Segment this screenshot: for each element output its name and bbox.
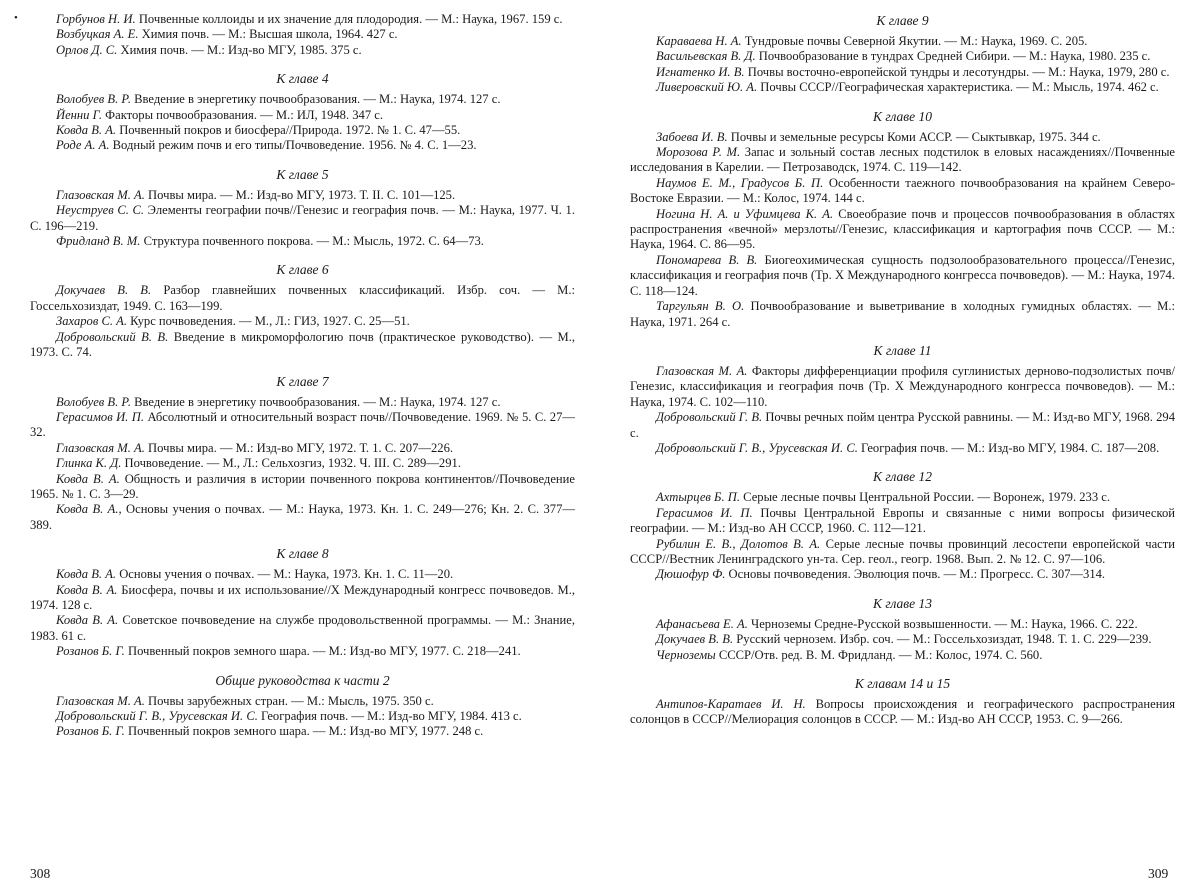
reference-entry [30, 188, 575, 203]
reference-section [30, 373, 575, 534]
reference-entry [30, 283, 575, 314]
reference-text: Почвы мира. — М.: Изд-во МГУ, 1972. Т. 1. С. 207—226. [144, 440, 454, 455]
reference-author: Добровольский Г. В. [656, 410, 763, 425]
reference-text: Факторы почвообразования. — М.: ИЛ, 1948. 347 с. [102, 107, 384, 122]
reference-entry [30, 502, 575, 533]
reference-entry [30, 27, 575, 42]
reference-author: Таргульян В. О. [656, 299, 745, 314]
reference-text: География почв. — М.: Изд-во МГУ, 1984. С. 187—208. [857, 440, 1160, 455]
reference-entry [30, 395, 575, 410]
reference-author: Захаров С. А. [56, 314, 127, 329]
reference-text: Почвенные коллоиды и их значение для плодородия. — М.: Наука, 1967. 159 с. [135, 12, 563, 26]
reference-author: Дюшофур Ф. [656, 567, 726, 582]
reference-entry [630, 49, 1175, 64]
reference-text: Водный режим почв и его типы/Почвоведение. 1956. № 4. С. 1—23. [109, 138, 477, 153]
section-heading: К главе 8 [276, 546, 329, 562]
reference-text: Почвы Центральной Европы и связанные с ними вопросы физической географии. — М.: Изд-во АН СССР, 1960. С. 112—121. [630, 505, 1175, 536]
reference-entry [630, 65, 1175, 80]
reference-text: Структура почвенного покрова. — М.: Мысль, 1972. С. 64—73. [140, 234, 484, 249]
reference-author: Ковда В. А. [56, 613, 119, 628]
section-heading: К главе 5 [276, 166, 329, 182]
reference-author: Ковда В. А. [56, 123, 117, 138]
reference-entry [630, 617, 1175, 632]
reference-entry [630, 34, 1175, 49]
reference-entry [30, 456, 575, 471]
reference-entry [630, 130, 1175, 145]
reference-author: Глазовская М. А. [656, 363, 748, 378]
reference-entry [30, 583, 575, 614]
reference-author: Йенни Г. [56, 107, 102, 122]
reference-entry [30, 410, 575, 441]
reference-text: Тундровые почвы Северной Якутии. — М.: Наука, 1969. С. 205. [741, 34, 1088, 48]
reference-text: Основы почвоведения. Эволюция почв. — М.: Прогресс. С. 307—314. [725, 567, 1106, 582]
reference-author: Герасимов И. П. [656, 505, 753, 520]
reference-entry [30, 138, 575, 153]
reference-author: Докучаев В. В. [56, 283, 152, 298]
section-heading: К главе 6 [276, 262, 329, 278]
reference-text: Биосфера, почвы и их использование//X Международный конгресс почвоведов. М., 1974. 128 с. [30, 582, 575, 612]
reference-text: Серые лесные почвы Центральной России. — Воронеж, 1979. 233 с. [740, 490, 1111, 505]
reference-author: Ковда В. А. [56, 582, 118, 597]
reference-text: Общность и различия в истории почвенного покрова континентов//Почвоведение 1965. № 1. С. 3—29. [30, 471, 575, 501]
reference-entry [30, 203, 575, 234]
reference-author: Добровольский Г. В., Урусевская И. С. [656, 440, 858, 455]
reference-author: Герасимов И. П. [56, 409, 145, 424]
reference-author: Ногина Н. А. и Уфимцева К. А. [656, 206, 834, 221]
reference-entry [30, 108, 575, 123]
reference-section [30, 12, 575, 58]
reference-text: Введение в энергетику почвообразования. — М.: Наука, 1974. 127 с. [130, 394, 501, 409]
reference-author: Горбунов Н. И. [56, 12, 136, 26]
reference-author: Добровольский В. В. [56, 329, 169, 344]
section-heading: К главам 14 и 15 [854, 676, 951, 691]
reference-author: Волобуев В. Р. [56, 394, 131, 409]
right-page [630, 12, 1175, 728]
reference-text: Вопросы происхождения и географического распространения солонцов в СССР//Мелиорация солонцов в СССР. — М.: Изд-во АН СССР, 1953. С. 9—266. [630, 697, 1175, 727]
reference-author: Розанов Б. Г. [56, 724, 125, 739]
reference-entry [30, 644, 575, 659]
reference-entry [30, 123, 575, 138]
reference-entry [30, 43, 575, 58]
reference-section [630, 595, 1175, 663]
reference-author: Роде А. А. [56, 138, 110, 153]
reference-author: Морозова Р. М. [656, 145, 741, 160]
reference-text: Почвенный покров земного шара. — М.: Изд-во МГУ, 1977. С. 218—241. [124, 644, 521, 659]
reference-text: Почвы и земельные ресурсы Коми АССР. — Сыктывкар, 1975. 344 с. [727, 129, 1101, 144]
reference-entry [630, 648, 1175, 663]
reference-text: Запас и зольный состав лесных подстилок в еловых насаждениях//Почвенные исследования в Карелии. — Петрозаводск, 1974. С. 119—142. [630, 145, 1175, 175]
reference-entry [630, 441, 1175, 456]
reference-text: Почвы мира. — М.: Изд-во МГУ, 1973. Т. II. С. 101—125. [144, 187, 456, 202]
reference-author: Ковда В. А., [56, 502, 122, 517]
reference-text: Почвообразование и выветривание в холодных гумидных областях. — М.: Наука, 1971. 264 с. [630, 299, 1176, 329]
reference-text: Химия почв. — М.: Изд-во МГУ, 1985. 375 с. [117, 42, 362, 57]
reference-author: Васильевская В. Д. [656, 49, 756, 64]
reference-entry [630, 364, 1175, 410]
reference-author: Наумов Е. М., Градусов Б. П. [656, 175, 824, 190]
reference-author: Караваева Н. А. [656, 34, 742, 48]
reference-section [30, 672, 575, 740]
reference-author: Фридланд В. М. [56, 234, 141, 249]
reference-entry [30, 724, 575, 739]
reference-text: Факторы дифференциации профиля суглинистых дерново-подзолистых почв/Генезис, классификация и география почв (Тр. X Международного конгресса почвоведов). — М.: Наука, 1974. С. 102—110. [630, 363, 1175, 409]
reference-author: Забоева И. В. [656, 129, 728, 144]
reference-entry [630, 410, 1175, 441]
reference-text: Почвы зарубежных стран. — М.: Мысль, 1975. 350 с. [144, 693, 434, 708]
reference-text: Почвы восточно-европейской тундры и лесотундры. — М.: Наука, 1979, 280 с. [744, 64, 1170, 79]
reference-section [30, 166, 575, 250]
reference-author: Орлов Д. С. [56, 42, 118, 57]
reference-text: Почвообразование в тундрах Средней Сибири. — М.: Наука, 1980. 235 с. [755, 49, 1151, 64]
reference-entry [630, 207, 1175, 253]
right-page-number: 309 [1148, 866, 1169, 881]
reference-text: Особенности таежного почвообразования на крайнем Северо-Востоке Евразии. — М.: Колос, 1974. 144 с. [630, 175, 1176, 206]
reference-text: СССР/Отв. ред. В. М. Фридланд. — М.: Колос, 1974. С. 560. [715, 647, 1043, 662]
reference-entry [630, 490, 1175, 505]
reference-author: Игнатенко И. В. [656, 64, 745, 79]
reference-section [630, 108, 1175, 330]
reference-author: Ахтырцев Б. П. [656, 490, 740, 505]
reference-author: Афанасьева Е. А. [656, 616, 748, 631]
section-heading: К главе 11 [873, 342, 932, 358]
reference-text: Абсолютный и относительный возраст почв//Почвоведение. 1969. № 5. С. 27—32. [30, 409, 575, 440]
reference-text: Введение в микроморфологию почв (практическое руководство). — М., 1973. С. 74. [30, 329, 575, 360]
reference-entry [30, 709, 575, 724]
reference-author: Ковда В. А. [56, 471, 120, 486]
reference-entry [630, 145, 1175, 176]
reference-author: Розанов Б. Г. [56, 644, 125, 659]
reference-author: Неуструев С. С. [56, 203, 145, 218]
reference-entry [30, 694, 575, 709]
reference-text: Почвы СССР//Географическая характеристика. — М.: Мысль, 1974. 462 с. [757, 80, 1159, 95]
reference-text: Русский чернозем. Избр. соч. — М.: Госсельхозиздат, 1948. Т. 1. С. 229—239. [733, 632, 1152, 647]
reference-text: Введение в энергетику почвообразования. — М.: Наука, 1974. 127 с. [130, 92, 501, 107]
reference-text: Черноземы Средне-Русской возвышенности. — М.: Наука, 1966. С. 222. [747, 616, 1138, 631]
reference-text: Разбор главнейших почвенных классификаций. Избр. соч. — М.: Госсельхозиздат, 1949. С. 163—199. [30, 283, 575, 313]
reference-entry [30, 472, 575, 503]
reference-entry [630, 80, 1175, 95]
reference-entry [30, 613, 575, 644]
reference-author: Добровольский Г. В., Урусевская И. С. [56, 709, 258, 723]
section-heading: К главе 4 [276, 71, 329, 87]
reference-entry [30, 441, 575, 456]
section-heading: К главе 10 [873, 108, 932, 124]
reference-section [630, 675, 1175, 728]
reference-text: Советское почвоведение на службе продовольственной программы. — М.: Знание, 1983. 61 с. [30, 613, 575, 643]
reference-author: Ковда В. А. [56, 567, 117, 582]
section-heading: К главе 7 [276, 373, 329, 389]
reference-section [30, 261, 575, 360]
page-corner-mark: • [14, 12, 18, 24]
reference-text: Почвенный покров земного шара. — М.: Изд-во МГУ, 1977. 248 с. [124, 724, 484, 739]
reference-section [30, 70, 575, 154]
reference-entry [30, 330, 575, 361]
reference-entry [630, 567, 1175, 582]
reference-entry [630, 632, 1175, 647]
reference-author: Рубилин Е. В., Долотов В. А. [656, 536, 821, 551]
reference-entry [30, 12, 575, 27]
reference-text: География почв. — М.: Изд-во МГУ, 1984. 413 с. [257, 709, 522, 723]
left-page-number: 308 [30, 866, 51, 881]
reference-text: Почвоведение. — М., Л.: Сельхозгиз, 1932. Ч. III. С. 289—291. [121, 456, 461, 471]
reference-text: Химия почв. — М.: Высшая школа, 1964. 427 с. [138, 27, 398, 42]
reference-entry [630, 299, 1175, 330]
reference-section [30, 545, 575, 659]
reference-text: Почвы речных пойм центра Русской равнины. — М.: Изд-во МГУ, 1968. 294 с. [630, 410, 1176, 440]
reference-author: Глазовская М. А. [56, 187, 145, 202]
reference-text: Своеобразие почв и процессов почвообразования в областях распространения «вечной» мерзлоты//Генезис, классификация и картография почв СССР. — М.: Наука, 1964. С. 86—95. [630, 206, 1175, 252]
reference-author: Докучаев В. В. [656, 632, 734, 647]
section-heading: К главе 12 [873, 469, 932, 485]
left-page [30, 12, 575, 740]
reference-author: Глазовская М. А. [56, 440, 145, 455]
reference-section [630, 12, 1175, 96]
reference-section [630, 342, 1175, 456]
reference-entry [630, 176, 1175, 207]
reference-entry [30, 314, 575, 329]
reference-text: Основы учения о почвах. — М.: Наука, 1973. Кн. 1. С. 11—20. [116, 567, 454, 582]
reference-text: Элементы географии почв//Генезис и география почв. — М.: Наука, 1977. Ч. 1. С. 196—219. [30, 203, 575, 233]
reference-text: Серые лесные почвы провинций лесостепи европейской части СССР//Вестник Ленинградского ун-та. Сер. геол., геогр. 1968. Вып. 2. № 12. С. 97—106. [630, 536, 1175, 566]
section-heading: К главе 13 [873, 595, 932, 611]
reference-text: Курс почвоведения. — М., Л.: ГИЗ, 1927. С. 25—51. [127, 314, 410, 329]
reference-entry [630, 537, 1175, 568]
section-heading: К главе 9 [876, 13, 929, 28]
reference-author: Глинка К. Д. [56, 456, 122, 471]
reference-author: Антипов-Каратаев И. Н. [656, 697, 806, 711]
reference-entry [630, 697, 1175, 728]
reference-entry [30, 567, 575, 582]
reference-entry [30, 92, 575, 107]
reference-entry [630, 253, 1175, 299]
reference-author: Волобуев В. Р. [56, 92, 131, 107]
reference-text: Биогеохимическая сущность подзолообразовательного процесса//Генезис, классификация и география почв (Тр. X Международного конгресса почвоведов). — М.: Наука, 1974. С. 118—124. [630, 252, 1175, 298]
reference-author: Пономарева В. В. [656, 252, 758, 267]
reference-text: Почвенный покров и биосфера//Природа. 1972. № 1. С. 47—55. [116, 123, 461, 138]
reference-section [630, 468, 1175, 582]
reference-author: Ливеровский Ю. А. [656, 80, 758, 95]
section-heading: Общие руководства к части 2 [215, 672, 390, 688]
reference-entry [30, 234, 575, 249]
reference-entry [630, 506, 1175, 537]
reference-author: Глазовская М. А. [56, 693, 145, 708]
reference-author: Черноземы [656, 647, 716, 662]
reference-author: Возбуцкая А. Е. [56, 27, 139, 42]
reference-text: Основы учения о почвах. — М.: Наука, 1973. Кн. 1. С. 249—276; Кн. 2. С. 377—389. [30, 502, 575, 532]
